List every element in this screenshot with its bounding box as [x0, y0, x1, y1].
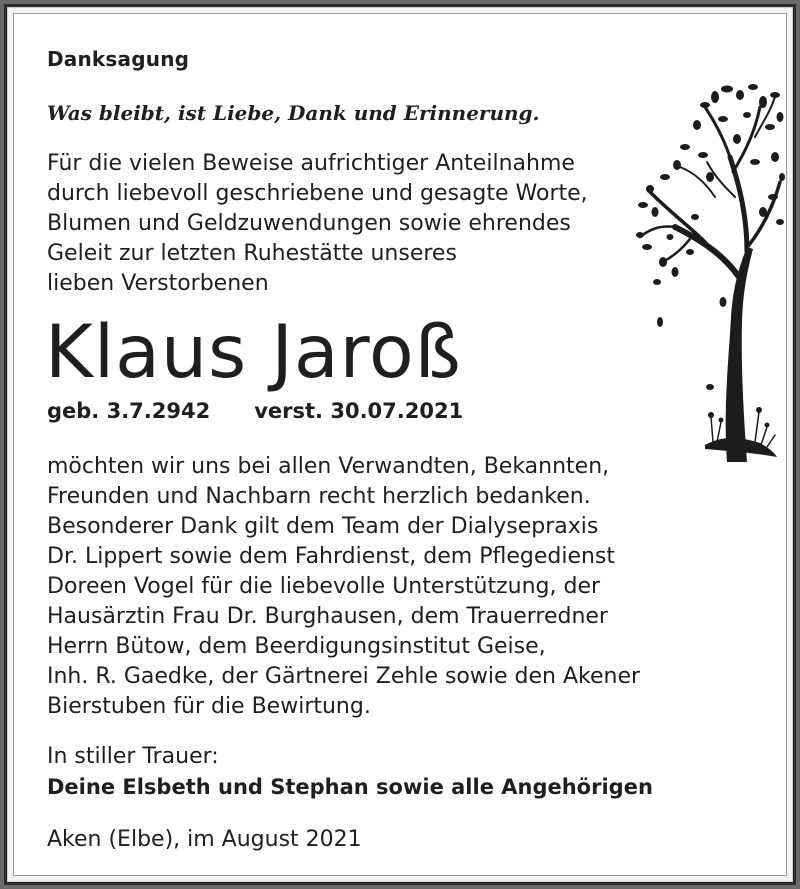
intro-line: Geleit zur letzten Ruhestätte unseres — [47, 241, 457, 266]
thanks-paragraph — [47, 452, 640, 722]
thanks-line: Bierstuben für die Bewirtung. — [47, 694, 371, 719]
intro-line: Blumen und Geldzuwendungen sowie ehrendes — [47, 211, 571, 236]
thanks-line: Freunden und Nachbarn recht herzlich bedanken. — [47, 484, 591, 509]
intro-paragraph — [47, 149, 588, 299]
thanks-line: Inh. R. Gaedke, der Gärtnerei Zehle sowie den Akener — [47, 664, 641, 689]
tree-icon — [635, 77, 785, 462]
notice-heading: Danksagung — [47, 47, 190, 71]
intro-line: lieben Verstorbenen — [47, 271, 269, 296]
thanks-line: Hausärztin Frau Dr. Burghausen, dem Trauerredner — [47, 604, 608, 629]
mourning-label: In stiller Trauer: — [47, 744, 219, 769]
thanks-line: Dr. Lippert sowie dem Fahrdienst, dem Pflegedienst — [47, 544, 616, 569]
death-date: verst. 30.07.2021 — [254, 399, 464, 423]
intro-line: durch liebevoll geschriebene und gesagte Worte, — [47, 181, 588, 206]
life-dates — [47, 399, 463, 423]
thanks-line: Doreen Vogel für die liebevolle Unterstützung, der — [47, 574, 601, 599]
signers: Deine Elsbeth und Stephan sowie alle Angehörigen — [47, 775, 653, 799]
notice-motto: Was bleibt, ist Liebe, Dank und Erinnerung. — [47, 101, 540, 125]
place-date: Aken (Elbe), im August 2021 — [47, 827, 362, 852]
intro-line: Für die vielen Beweise aufrichtiger Anteilnahme — [47, 151, 575, 176]
birth-date: geb. 3.7.2942 — [47, 399, 211, 423]
thanks-line: möchten wir uns bei allen Verwandten, Bekannten, — [47, 454, 610, 479]
thanks-line: Besonderer Dank gilt dem Team der Dialysepraxis — [47, 514, 599, 539]
thanks-line: Herrn Bütow, dem Beerdigungsinstitut Geise, — [47, 634, 546, 659]
deceased-name: Klaus Jaroß — [45, 310, 462, 395]
notice-panel — [4, 4, 796, 885]
